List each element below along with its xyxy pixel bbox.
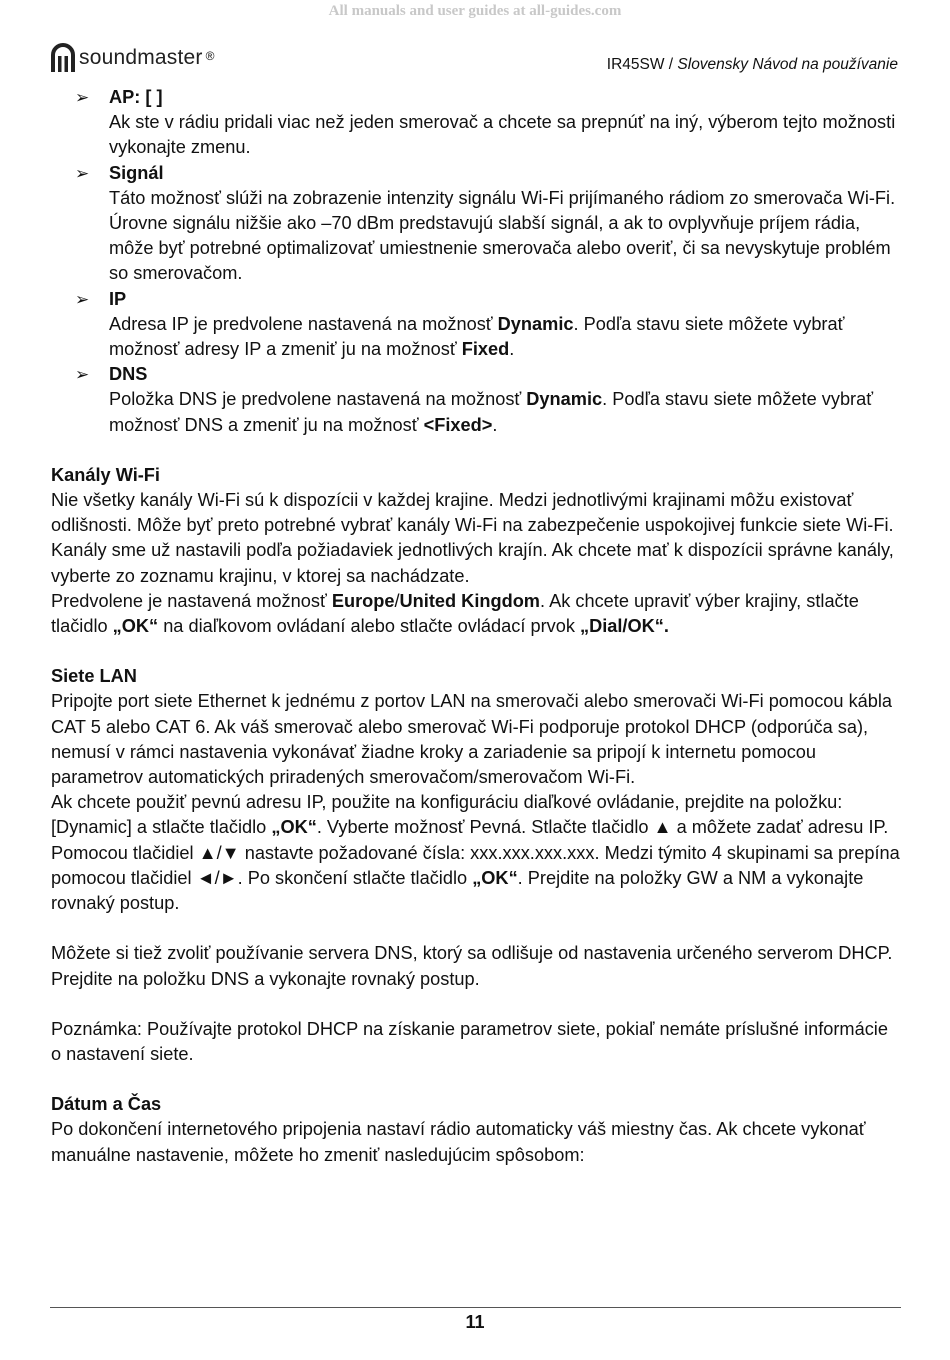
bullet-title: IP bbox=[109, 288, 127, 309]
brand-logo bbox=[50, 43, 214, 73]
arrow-bullet-icon: ➢ bbox=[75, 88, 90, 107]
arrow-bullet-icon: ➢ bbox=[75, 365, 90, 385]
logo-registered-mark: ® bbox=[205, 49, 215, 63]
bullet-item-signal bbox=[51, 161, 901, 287]
bullet-text: Ak ste v rádiu pridali viac než jeden smerovač a chcete sa prepnúť na iný, výberom tejto možnosti vykonajte zmenu. bbox=[109, 112, 896, 158]
header-language: Slovensky Návod na používanie bbox=[677, 56, 898, 73]
page-content bbox=[51, 85, 901, 1168]
page-number: 11 bbox=[465, 1312, 485, 1332]
lan-paragraph-3: Môžete si tiež zvoliť používanie servera DNS, ktorý sa odlišuje od nastavenia určeného serverom DHCP. Prejdite na položku DNS a vykonajte rovnaký postup. bbox=[51, 943, 893, 989]
arrow-bullet-icon: ➢ bbox=[75, 289, 90, 309]
document-header bbox=[607, 56, 898, 74]
bullet-item-ip bbox=[51, 287, 901, 363]
section-title-date-time: Dátum a Čas bbox=[51, 1094, 162, 1115]
lan-paragraph-2: Ak chcete použiť pevnú adresu IP, použite na konfiguráciu diaľkové ovládanie, prejdite na položku: [Dynamic] a stlačte tlačidlo „OK“. Vyberte možnosť Pevná. Stlačte tlačidlo ▲ a môžete zadať adresu IP. Pomocou tlačidiel ▲/▼ nastavte požadované čísla: xxx.xxx.xxx.xxx. Medzi týmito 4 skupinami sa prepína pomocou tlačidiel ◄/►. Po skončení stlačte tlačidlo „OK“. Prejdite na položky GW a NM a vykonajte rovnaký postup. bbox=[51, 792, 900, 914]
footer-divider bbox=[50, 1307, 901, 1308]
soundmaster-logo-icon bbox=[50, 43, 76, 73]
section-title-wifi-channels: Kanály Wi-Fi bbox=[51, 464, 160, 485]
wifi-paragraph-1: Nie všetky kanály Wi-Fi sú k dispozícii v každej krajine. Medzi jednotlivými krajinami môžu existovať odlišnosti. Môže byť preto potrebné vybrať kanály Wi-Fi na zabezpečenie uspokojivej funkcie siete Wi-Fi. bbox=[51, 490, 894, 536]
bullet-title: Signál bbox=[109, 162, 164, 183]
bullet-text: Adresa IP je predvolene nastavená na možnosť Dynamic. Podľa stavu siete môžete vybrať možnosť adresy IP a zmeniť ju na možnosť Fixed. bbox=[109, 313, 845, 360]
bullet-item-dns bbox=[51, 362, 901, 438]
watermark: All manuals and user guides at all-guides.com bbox=[328, 3, 622, 19]
logo-text: soundmaster bbox=[79, 46, 203, 69]
lan-paragraph-1: Pripojte port siete Ethernet k jednému z portov LAN na smerovači alebo smerovači Wi-Fi pomocou kábla CAT 5 alebo CAT 6. Ak váš smerovač alebo smerovač Wi-Fi podporuje protokol DHCP (odporúča sa), nemusí v rámci nastavenia vykonávať žiadne kroky a zariadenie sa pripojí k internetu pomocou parametrov automatických priradených smerovačom/smerovačom Wi-Fi. bbox=[51, 691, 893, 788]
arrow-bullet-icon: ➢ bbox=[75, 163, 90, 183]
lan-note: Poznámka: Používajte protokol DHCP na získanie parametrov siete, pokiaľ nemáte príslušné informácie o nastavení siete. bbox=[51, 1018, 888, 1064]
bullet-item-ap bbox=[51, 85, 901, 161]
header-model: IR45SW / bbox=[606, 56, 674, 73]
bullet-text: Táto možnosť slúži na zobrazenie intenzity signálu Wi-Fi prijímaného rádiom zo smerovača Wi-Fi. Úrovne signálu nižšie ako –70 dBm predstavujú slabší signál, a ak to ovplyvňuje príjem rádia, môže byť potrebné optimalizovať umiestnenie smerovača alebo overiť, či sa nevyskytuje problém so smerovačom. bbox=[109, 187, 896, 284]
bullet-title: AP: [ ] bbox=[109, 87, 163, 107]
bullet-title: DNS bbox=[109, 364, 148, 385]
wifi-paragraph-2: Kanály sme už nastavili podľa požiadaviek jednotlivých krajín. Ak chcete mať k dispozícii správne kanály, vyberte zo zoznamu krajinu, v ktorej sa nachádzate. bbox=[51, 540, 894, 586]
section-title-lan: Siete LAN bbox=[51, 666, 137, 687]
datetime-paragraph: Po dokončení internetového pripojenia nastaví rádio automaticky váš miestny čas. Ak chcete vykonať manuálne nastavenie, môžete ho zmeniť nasledujúcim spôsobom: bbox=[51, 1119, 866, 1165]
bullet-text: Položka DNS je predvolene nastavená na možnosť Dynamic. Podľa stavu siete môžete vybrať možnosť DNS a zmeniť ju na možnosť <Fixed>. bbox=[109, 389, 874, 435]
wifi-paragraph-3: Predvolene je nastavená možnosť Europe/United Kingdom. Ak chcete upraviť výber krajiny, stlačte tlačidlo „OK“ na diaľkovom ovládaní alebo stlačte ovládací prvok „Dial/OK“. bbox=[51, 590, 859, 637]
